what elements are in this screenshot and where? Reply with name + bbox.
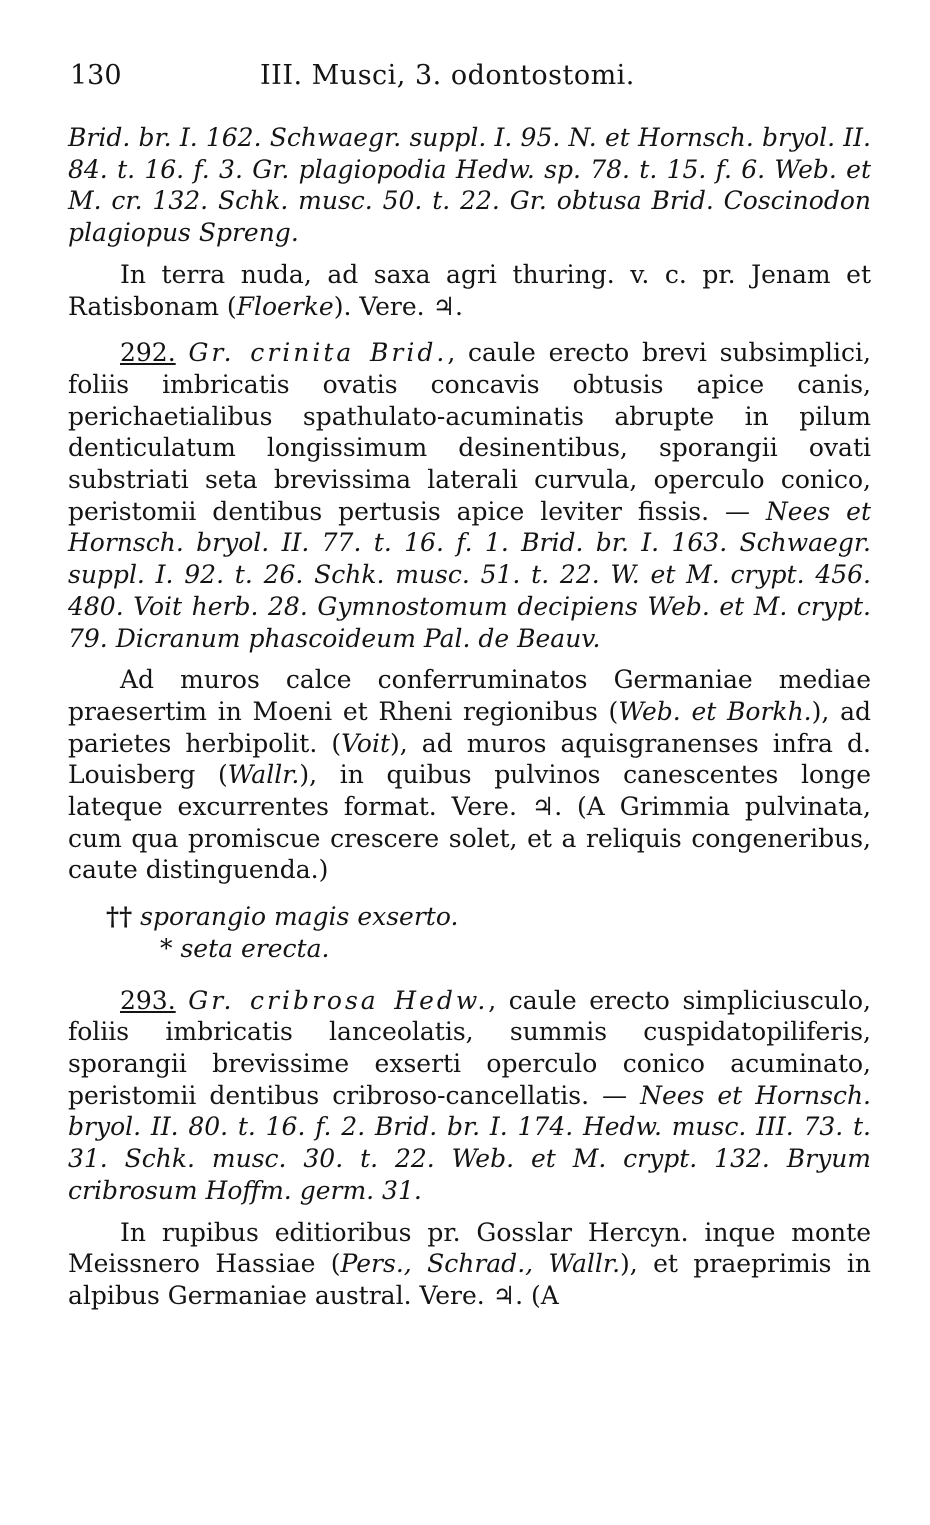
species-references: — Nees et Hornsch. bryol. II. 80. t. 16. f. 2. Brid. br. I. 174. Hedw. musc. III. 73. t. 31. Schk. musc. 30. t. 22. Web. et M. crypt. 132. Bryum cribrosum Hoffm. germ. 31. bbox=[68, 1080, 871, 1205]
species-number: 292. bbox=[120, 338, 176, 368]
page-body bbox=[68, 122, 871, 1312]
page-header bbox=[70, 60, 870, 96]
running-title: III. Musci, 3. odontostomi. bbox=[260, 60, 635, 91]
subsection-heading-exserto: †† sporangio magis exserto. bbox=[106, 902, 459, 932]
paragraph-habitat-292: Ad muros calce conferruminatos Germaniae mediae praesertim in Moeni et Rheni regionibus (Web. et Borkh.), ad parietes herbipolit. (Voit), ad muros aquisgranenses infra d. Louisberg (Wallr.), in quibus pulvinos canescentes longe lateque excurrentes format. Vere. ♃. (A Grimmia pulvinata, cum qua promiscue crescere solet, et a reliquis congeneribus, caute distinguenda.) bbox=[68, 665, 871, 885]
species-name: Gr. cribrosa Hedw. bbox=[188, 985, 489, 1015]
collector-name: Floerke bbox=[236, 291, 334, 321]
species-description: , caule erecto simpliciusculo, foliis imbricatis lanceolatis, summis cuspidatopiliferis, sporangii brevissime exserti operculo conico acuminato, peristomii dentibus cribroso-cancellatis. bbox=[68, 985, 871, 1110]
species-number: 293. bbox=[120, 985, 176, 1015]
species-references: — Nees et Hornsch. bryol. II. 77. t. 16. f. 1. Brid. br. I. 163. Schwaegr. suppl. I. 92. t. 26. Schk. musc. 51. t. 22. W. et M. crypt. 456. 480. Voit herb. 28. Gymnostomum decipiens Web. et M. crypt. 79. Dicranum phascoideum Pal. de Beauv. bbox=[68, 496, 871, 653]
subsection-heading-erecta: * seta erecta. bbox=[160, 933, 330, 963]
species-entry-292 bbox=[68, 337, 871, 654]
species-description: , caule erecto brevi subsimplici, foliis imbricatis ovatis concavis obtusis apice canis, perichaetialibus spathulato-acuminatis abrupte in pilum denticulatum longissimum desinentibus, sporangii ovati substriati seta brevissima laterali curvula, operculo conico, peristomii dentibus pertusis apice leviter fissis. bbox=[68, 338, 871, 526]
page-number: 130 bbox=[70, 60, 122, 91]
double-dagger-symbol: †† bbox=[106, 902, 133, 932]
paragraph-references-continued: Brid. br. I. 162. Schwaegr. suppl. I. 95. N. et Hornsch. bryol. II. 84. t. 16. f. 3. Gr. plagiopodia Hedw. sp. 78. t. 15. f. 6. Web. et M. cr. 132. Schk. musc. 50. t. 22. Gr. obtusa Brid. Coscinodon plagiopus Spreng. bbox=[68, 123, 871, 248]
species-name: Gr. crinita Brid. bbox=[188, 338, 448, 368]
asterisk-symbol: * bbox=[160, 933, 173, 963]
species-entry-293 bbox=[68, 985, 871, 1207]
paragraph-habitat-293: In rupibus editioribus pr. Gosslar Hercyn. inque monte Meissnero Hassiae (Pers., Schrad., Wallr.), et praeprimis in alpibus Germaniae austral. Vere. ♃. (A bbox=[68, 1217, 871, 1310]
paragraph-habitat-291: In terra nuda, ad saxa agri thuring. v. c. pr. Jenam et Ratisbonam (Floerke). Vere. ♃. bbox=[68, 259, 871, 321]
